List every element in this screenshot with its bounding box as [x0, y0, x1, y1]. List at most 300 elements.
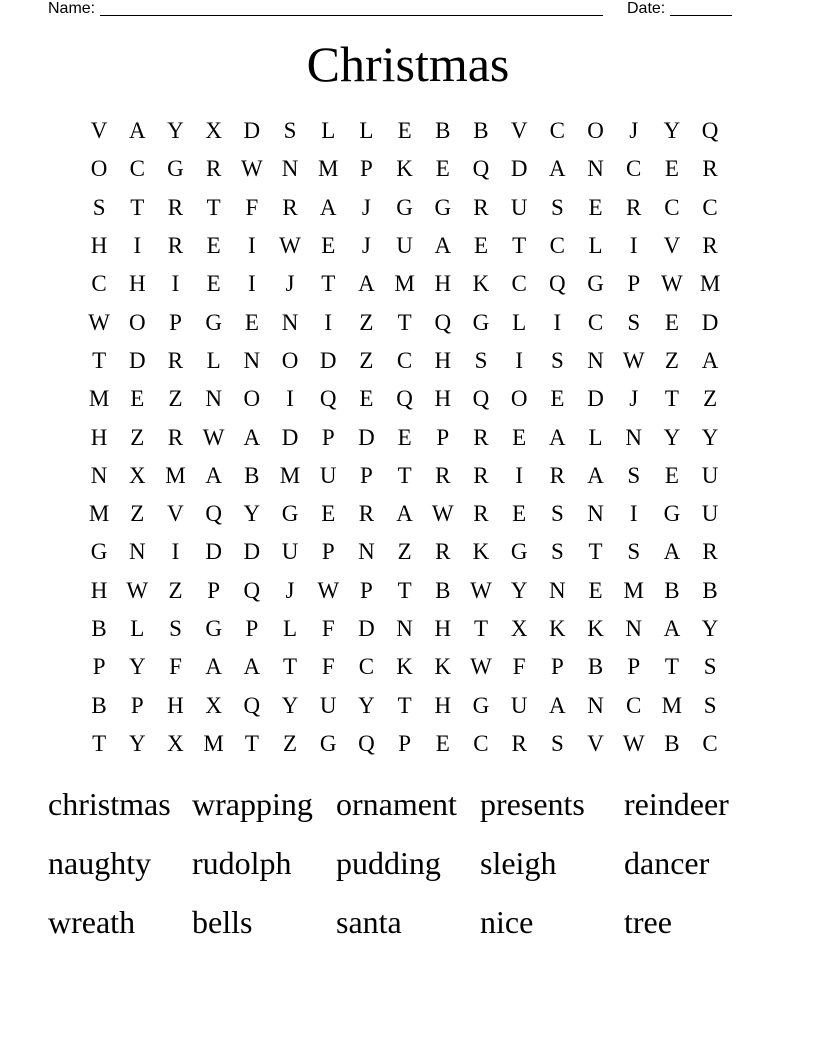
grid-cell[interactable]: W [317, 577, 340, 603]
grid-cell[interactable]: B [702, 577, 718, 603]
grid-cell[interactable]: G [90, 539, 108, 565]
grid-cell[interactable]: Z [359, 309, 374, 335]
grid-cell[interactable]: H [434, 347, 452, 373]
grid-cell[interactable]: J [361, 194, 371, 220]
grid-cell[interactable]: C [91, 271, 107, 297]
grid-cell[interactable]: F [245, 194, 259, 220]
grid-cell[interactable]: S [283, 118, 297, 144]
grid-cell[interactable]: D [319, 347, 337, 373]
grid-cell[interactable]: S [550, 539, 564, 565]
grid-cell[interactable]: N [587, 347, 604, 373]
grid-cell[interactable]: R [473, 501, 489, 527]
grid-cell[interactable]: T [130, 194, 145, 220]
grid-cell[interactable]: Z [168, 386, 183, 412]
grid-cell[interactable]: L [359, 118, 374, 144]
grid-cell[interactable]: K [396, 156, 413, 182]
grid-cell[interactable]: N [128, 539, 146, 565]
grid-cell[interactable]: Q [243, 577, 261, 603]
grid-cell[interactable]: T [321, 271, 336, 297]
grid-cell[interactable]: C [129, 156, 145, 182]
grid-cell[interactable]: G [167, 156, 184, 182]
grid-cell[interactable]: Q [701, 118, 719, 144]
grid-cell[interactable]: W [279, 233, 301, 259]
grid-cell[interactable]: V [510, 118, 528, 144]
grid-cell[interactable]: I [248, 233, 256, 259]
grid-cell[interactable]: W [126, 577, 149, 603]
grid-cell[interactable]: H [434, 616, 452, 641]
grid-cell[interactable]: P [169, 309, 182, 335]
grid-cell[interactable]: R [473, 462, 489, 488]
grid-cell[interactable]: E [473, 233, 488, 259]
grid-cell[interactable]: G [663, 501, 681, 527]
grid-cell[interactable]: N [587, 156, 604, 182]
grid-cell[interactable]: R [205, 156, 222, 182]
grid-cell[interactable]: T [397, 692, 412, 718]
grid-cell[interactable]: C [587, 309, 604, 335]
grid-cell[interactable]: I [133, 233, 142, 259]
grid-cell[interactable]: Z [130, 501, 145, 527]
grid-cell[interactable]: Q [549, 271, 566, 297]
grid-cell[interactable]: E [550, 386, 565, 412]
grid-cell[interactable]: Y [128, 730, 146, 756]
grid-cell[interactable]: A [701, 347, 719, 373]
word-bank-item: santa [336, 904, 402, 940]
grid-cell[interactable]: F [321, 616, 335, 641]
grid-cell[interactable]: N [205, 386, 222, 412]
grid-cell[interactable]: C [511, 271, 527, 297]
grid-cell[interactable]: R [167, 194, 184, 220]
grid-cell[interactable]: B [435, 118, 451, 144]
grid-cell[interactable]: Q [472, 386, 490, 412]
grid-cell[interactable]: D [587, 386, 604, 412]
grid-cell[interactable]: S [550, 730, 564, 756]
grid-cell[interactable]: K [587, 616, 604, 641]
grid-cell[interactable]: U [281, 539, 299, 565]
grid-cell[interactable]: Y [281, 692, 299, 718]
grid-cell[interactable]: C [396, 347, 413, 373]
grid-cell[interactable]: J [361, 233, 371, 259]
grid-cell[interactable]: P [360, 577, 373, 603]
grid-cell[interactable]: R [435, 539, 451, 565]
grid-cell[interactable]: M [661, 692, 683, 718]
grid-cell[interactable]: K [549, 616, 566, 641]
grid-cell[interactable]: T [512, 233, 527, 259]
grid-cell[interactable]: Y [701, 616, 719, 641]
grid-cell[interactable]: P [627, 271, 641, 297]
grid-cell[interactable]: H [434, 271, 452, 297]
grid-cell[interactable]: T [397, 309, 412, 335]
grid-cell[interactable]: C [473, 730, 489, 756]
grid-cell[interactable]: G [510, 539, 528, 565]
grid-cell[interactable]: W [470, 577, 492, 603]
grid-cell[interactable]: O [510, 386, 528, 412]
grid-cell[interactable]: D [205, 539, 222, 565]
grid-cell[interactable]: N [281, 309, 299, 335]
grid-cell[interactable]: Q [205, 501, 222, 527]
grid-cell[interactable]: R [473, 424, 489, 450]
grid-cell[interactable]: G [472, 692, 490, 718]
grid-cell[interactable]: E [397, 424, 412, 450]
grid-cell[interactable]: M [88, 386, 110, 412]
grid-cell[interactable]: Q [319, 386, 337, 412]
grid-cell[interactable]: G [434, 194, 452, 220]
grid-cell[interactable]: N [587, 501, 604, 527]
grid-cell[interactable]: U [396, 233, 413, 259]
grid-cell[interactable]: G [205, 309, 222, 335]
grid-cell[interactable]: G [205, 616, 222, 641]
grid-cell[interactable]: E [588, 577, 603, 603]
grid-cell[interactable]: S [627, 462, 641, 488]
name-blank-line[interactable] [100, 0, 603, 16]
grid-cell[interactable]: L [588, 424, 603, 450]
grid-cell[interactable]: P [92, 654, 106, 680]
grid-cell[interactable]: Y [663, 118, 681, 144]
grid-cell[interactable]: T [92, 347, 107, 373]
grid-cell[interactable]: E [206, 233, 221, 259]
grid-cell[interactable]: S [703, 692, 717, 718]
grid-cell[interactable]: I [629, 501, 638, 527]
grid-cell[interactable]: R [435, 462, 451, 488]
grid-cell[interactable]: Z [283, 730, 298, 756]
grid-cell[interactable]: N [281, 156, 299, 182]
grid-cell[interactable]: C [626, 692, 642, 718]
grid-cell[interactable]: C [549, 118, 566, 144]
grid-cell[interactable]: S [169, 616, 182, 641]
grid-cell[interactable]: D [243, 539, 261, 565]
grid-cell[interactable]: B [244, 462, 260, 488]
grid-cell[interactable]: B [435, 577, 451, 603]
grid-cell[interactable]: A [663, 539, 681, 565]
grid-cell[interactable]: Q [396, 386, 413, 412]
grid-cell[interactable]: T [664, 386, 679, 412]
grid-cell[interactable]: M [203, 730, 224, 756]
grid-cell[interactable]: A [243, 654, 261, 680]
grid-cell[interactable]: D [510, 156, 528, 182]
grid-cell[interactable]: V [663, 233, 681, 259]
grid-cell[interactable]: U [701, 462, 719, 488]
grid-cell[interactable]: Y [128, 654, 146, 680]
name-field[interactable] [48, 0, 603, 20]
grid-cell[interactable]: T [92, 730, 107, 756]
grid-cell[interactable]: X [205, 692, 222, 718]
grid-cell[interactable]: K [472, 271, 490, 297]
grid-cell[interactable]: X [167, 730, 184, 756]
grid-cell[interactable]: A [549, 424, 566, 450]
grid-cell[interactable]: F [321, 654, 335, 680]
grid-cell[interactable]: D [128, 347, 146, 373]
grid-cell[interactable]: M [279, 462, 301, 488]
grid-cell[interactable]: P [207, 577, 221, 603]
grid-cell[interactable]: R [167, 424, 184, 450]
grid-cell[interactable]: S [92, 194, 106, 220]
grid-cell[interactable]: A [396, 501, 413, 527]
grid-cell[interactable]: N [625, 616, 643, 641]
grid-cell[interactable]: A [128, 118, 146, 144]
grid-cell[interactable]: T [244, 730, 259, 756]
grid-cell[interactable]: R [702, 539, 718, 565]
grid-cell[interactable]: I [515, 347, 523, 373]
grid-cell[interactable]: P [398, 730, 411, 756]
grid-cell[interactable]: W [661, 271, 683, 297]
grid-cell[interactable]: E [588, 194, 603, 220]
grid-cell[interactable]: Z [168, 577, 183, 603]
grid-cell[interactable]: R [702, 233, 718, 259]
grid-cell[interactable]: H [434, 692, 452, 718]
grid-cell[interactable]: E [321, 233, 336, 259]
grid-cell[interactable]: A [434, 233, 452, 259]
grid-cell[interactable]: V [90, 118, 108, 144]
grid-cell[interactable]: W [202, 424, 225, 450]
grid-cell[interactable]: C [664, 194, 680, 220]
grid-cell[interactable]: W [431, 501, 454, 527]
grid-cell[interactable]: K [472, 539, 490, 565]
grid-cell[interactable]: Y [510, 577, 528, 603]
grid-cell[interactable]: M [699, 271, 721, 297]
grid-cell[interactable]: S [474, 347, 488, 373]
grid-cell[interactable]: R [167, 347, 184, 373]
grid-cell[interactable]: T [206, 194, 221, 220]
grid-cell[interactable]: E [512, 501, 527, 527]
grid-cell[interactable]: U [510, 692, 528, 718]
grid-cell[interactable]: A [587, 462, 604, 488]
grid-cell[interactable]: O [128, 309, 146, 335]
grid-cell[interactable]: I [553, 309, 562, 335]
grid-cell[interactable]: F [512, 654, 526, 680]
grid-cell[interactable]: D [358, 616, 375, 641]
grid-cell[interactable]: Z [359, 347, 374, 373]
grid-cell[interactable]: V [167, 501, 184, 527]
grid-cell[interactable]: T [283, 654, 298, 680]
grid-cell[interactable]: B [91, 692, 107, 718]
grid-cell[interactable]: Q [243, 692, 261, 718]
grid-cell[interactable]: R [473, 194, 489, 220]
grid-cell[interactable]: T [397, 462, 412, 488]
grid-row [80, 610, 752, 648]
grid-cell[interactable]: O [587, 118, 604, 144]
grid-cell[interactable]: K [434, 654, 452, 680]
grid-cell[interactable]: T [588, 539, 603, 565]
grid-cell[interactable]: P [360, 462, 373, 488]
grid-cell[interactable]: G [587, 271, 604, 297]
grid-cell[interactable]: L [130, 616, 145, 641]
grid-cell[interactable]: O [281, 347, 299, 373]
grid-cell[interactable]: P [245, 616, 259, 641]
grid-cell[interactable]: G [396, 194, 413, 220]
grid-cell[interactable]: R [626, 194, 642, 220]
grid-cell[interactable]: N [396, 616, 413, 641]
grid-cell[interactable]: D [281, 424, 299, 450]
grid-cell[interactable]: L [283, 616, 298, 641]
grid-cell[interactable]: M [623, 577, 644, 603]
grid-cell[interactable]: W [622, 730, 645, 756]
grid-cell[interactable]: M [317, 156, 339, 182]
grid-cell[interactable]: H [434, 386, 452, 412]
grid-cell[interactable]: X [205, 118, 222, 144]
grid-cell[interactable]: U [319, 462, 337, 488]
grid-cell[interactable]: C [702, 194, 718, 220]
grid-cell[interactable]: J [285, 577, 295, 603]
grid-cell[interactable]: N [549, 577, 566, 603]
grid-cell[interactable]: U [701, 501, 719, 527]
grid-cell[interactable]: M [394, 271, 415, 297]
grid-cell[interactable]: A [549, 156, 566, 182]
grid-cell[interactable]: X [510, 616, 528, 641]
grid-cell[interactable]: E [664, 156, 679, 182]
grid-cell[interactable]: A [549, 692, 566, 718]
grid-cell[interactable]: Q [358, 730, 375, 756]
grid-cell[interactable]: E [130, 386, 145, 412]
grid-cell[interactable]: P [321, 424, 335, 450]
grid-cell[interactable]: W [240, 156, 263, 182]
date-field[interactable] [627, 0, 732, 20]
grid-cell[interactable]: N [587, 692, 604, 718]
grid-cell[interactable]: N [243, 347, 261, 373]
grid-cell[interactable]: Y [358, 692, 375, 718]
grid-cell[interactable]: P [321, 539, 335, 565]
grid-cell[interactable]: A [243, 424, 261, 450]
grid-cell[interactable]: M [88, 501, 110, 527]
grid-cell[interactable]: I [629, 233, 638, 259]
grid-cell[interactable]: H [167, 692, 184, 718]
grid-cell[interactable]: Y [663, 424, 681, 450]
date-blank-line[interactable] [670, 0, 732, 16]
grid-cell[interactable]: Z [664, 347, 679, 373]
grid-cell[interactable]: B [91, 616, 107, 641]
grid-cell[interactable]: P [360, 156, 373, 182]
grid-cell[interactable]: Q [472, 156, 490, 182]
grid-cell[interactable]: L [321, 118, 336, 144]
grid-cell[interactable]: H [90, 424, 108, 450]
grid-cell[interactable]: Q [434, 309, 452, 335]
grid-cell[interactable]: J [629, 386, 639, 412]
grid-cell[interactable]: S [627, 309, 641, 335]
grid-cell[interactable]: E [359, 386, 374, 412]
grid-cell[interactable]: C [626, 156, 642, 182]
grid-cell[interactable]: O [243, 386, 261, 412]
grid-cell[interactable]: N [358, 539, 375, 565]
grid-cell[interactable]: P [130, 692, 144, 718]
grid-cell[interactable]: I [171, 539, 180, 565]
grid-cell[interactable]: T [473, 616, 488, 641]
grid-cell[interactable]: I [248, 271, 256, 297]
grid-cell[interactable]: W [470, 654, 492, 680]
grid-cell[interactable]: A [319, 194, 337, 220]
grid-row [80, 112, 752, 150]
grid-cell[interactable]: P [627, 654, 641, 680]
grid-cell[interactable]: G [319, 730, 337, 756]
grid-cell[interactable]: K [396, 654, 413, 680]
grid-cell[interactable]: A [205, 654, 222, 680]
grid-cell[interactable]: L [588, 233, 603, 259]
grid-cell[interactable]: E [664, 309, 679, 335]
grid-cell[interactable]: D [243, 118, 261, 144]
grid-cell[interactable]: L [206, 347, 221, 373]
grid-cell[interactable]: O [90, 156, 108, 182]
grid-cell[interactable]: W [88, 309, 110, 335]
grid-cell[interactable]: I [171, 271, 180, 297]
grid-cell[interactable]: G [472, 309, 490, 335]
grid-row [80, 150, 752, 188]
grid-cell[interactable]: M [165, 462, 186, 488]
grid-cell[interactable]: B [587, 654, 604, 680]
grid-cell[interactable]: E [244, 309, 259, 335]
grid-cell[interactable]: E [206, 271, 221, 297]
grid-cell[interactable]: I [515, 462, 523, 488]
grid-cell[interactable]: R [549, 462, 566, 488]
grid-cell[interactable]: E [512, 424, 527, 450]
grid-cell[interactable]: B [664, 577, 680, 603]
grid-cell[interactable]: U [510, 194, 528, 220]
grid-cell[interactable]: R [511, 730, 527, 756]
grid-cell[interactable]: H [90, 577, 108, 603]
grid-cell[interactable]: D [701, 309, 719, 335]
grid-cell[interactable]: E [321, 501, 336, 527]
grid-cell[interactable]: B [664, 730, 680, 756]
grid-cell[interactable]: J [629, 118, 639, 144]
grid-cell[interactable]: S [550, 501, 564, 527]
grid-cell[interactable]: P [436, 424, 450, 450]
grid-cell[interactable]: F [169, 654, 182, 680]
grid-cell[interactable]: C [358, 654, 375, 680]
grid-cell[interactable]: Z [397, 539, 412, 565]
grid-cell[interactable]: N [625, 424, 643, 450]
grid-cell[interactable]: A [358, 271, 375, 297]
grid-cell[interactable]: Y [701, 424, 719, 450]
grid-cell[interactable]: R [282, 194, 298, 220]
grid-cell[interactable]: V [587, 730, 604, 756]
grid-cell[interactable]: S [550, 347, 564, 373]
grid-cell[interactable]: J [285, 271, 295, 297]
grid-cell[interactable]: Y [243, 501, 261, 527]
grid-cell[interactable]: S [703, 654, 717, 680]
grid-cell[interactable]: E [397, 118, 412, 144]
grid-cell[interactable]: U [319, 692, 337, 718]
grid-cell[interactable]: R [167, 233, 184, 259]
grid-cell[interactable]: P [550, 654, 564, 680]
grid-cell[interactable]: G [281, 501, 299, 527]
grid-cell[interactable]: R [358, 501, 375, 527]
name-label: Name: [48, 0, 96, 17]
grid-cell[interactable]: C [549, 233, 566, 259]
grid-cell[interactable]: R [702, 156, 718, 182]
grid-cell[interactable]: S [627, 539, 641, 565]
grid-cell[interactable]: E [435, 730, 450, 756]
grid-cell[interactable]: T [397, 577, 412, 603]
grid-cell[interactable]: Y [167, 118, 184, 144]
grid-cell[interactable]: E [664, 462, 679, 488]
grid-row [80, 686, 752, 724]
grid-cell[interactable]: H [90, 233, 108, 259]
grid-cell[interactable]: A [205, 462, 222, 488]
grid-cell[interactable]: A [663, 616, 681, 641]
grid-cell[interactable]: D [358, 424, 375, 450]
grid-cell[interactable]: T [664, 654, 679, 680]
grid-cell[interactable]: E [435, 156, 450, 182]
grid-cell[interactable]: H [128, 271, 146, 297]
grid-cell[interactable]: S [550, 194, 564, 220]
grid-cell[interactable]: I [286, 386, 294, 412]
grid-cell[interactable]: Z [130, 424, 145, 450]
grid-cell[interactable]: B [473, 118, 489, 144]
grid-cell[interactable]: W [622, 347, 645, 373]
grid-cell[interactable]: N [90, 462, 108, 488]
grid-cell[interactable]: L [512, 309, 527, 335]
grid-cell[interactable]: Z [703, 386, 718, 412]
grid-row [80, 380, 752, 418]
grid-cell[interactable]: X [128, 462, 146, 488]
grid-cell[interactable]: C [702, 730, 718, 756]
grid-cell[interactable]: I [324, 309, 333, 335]
